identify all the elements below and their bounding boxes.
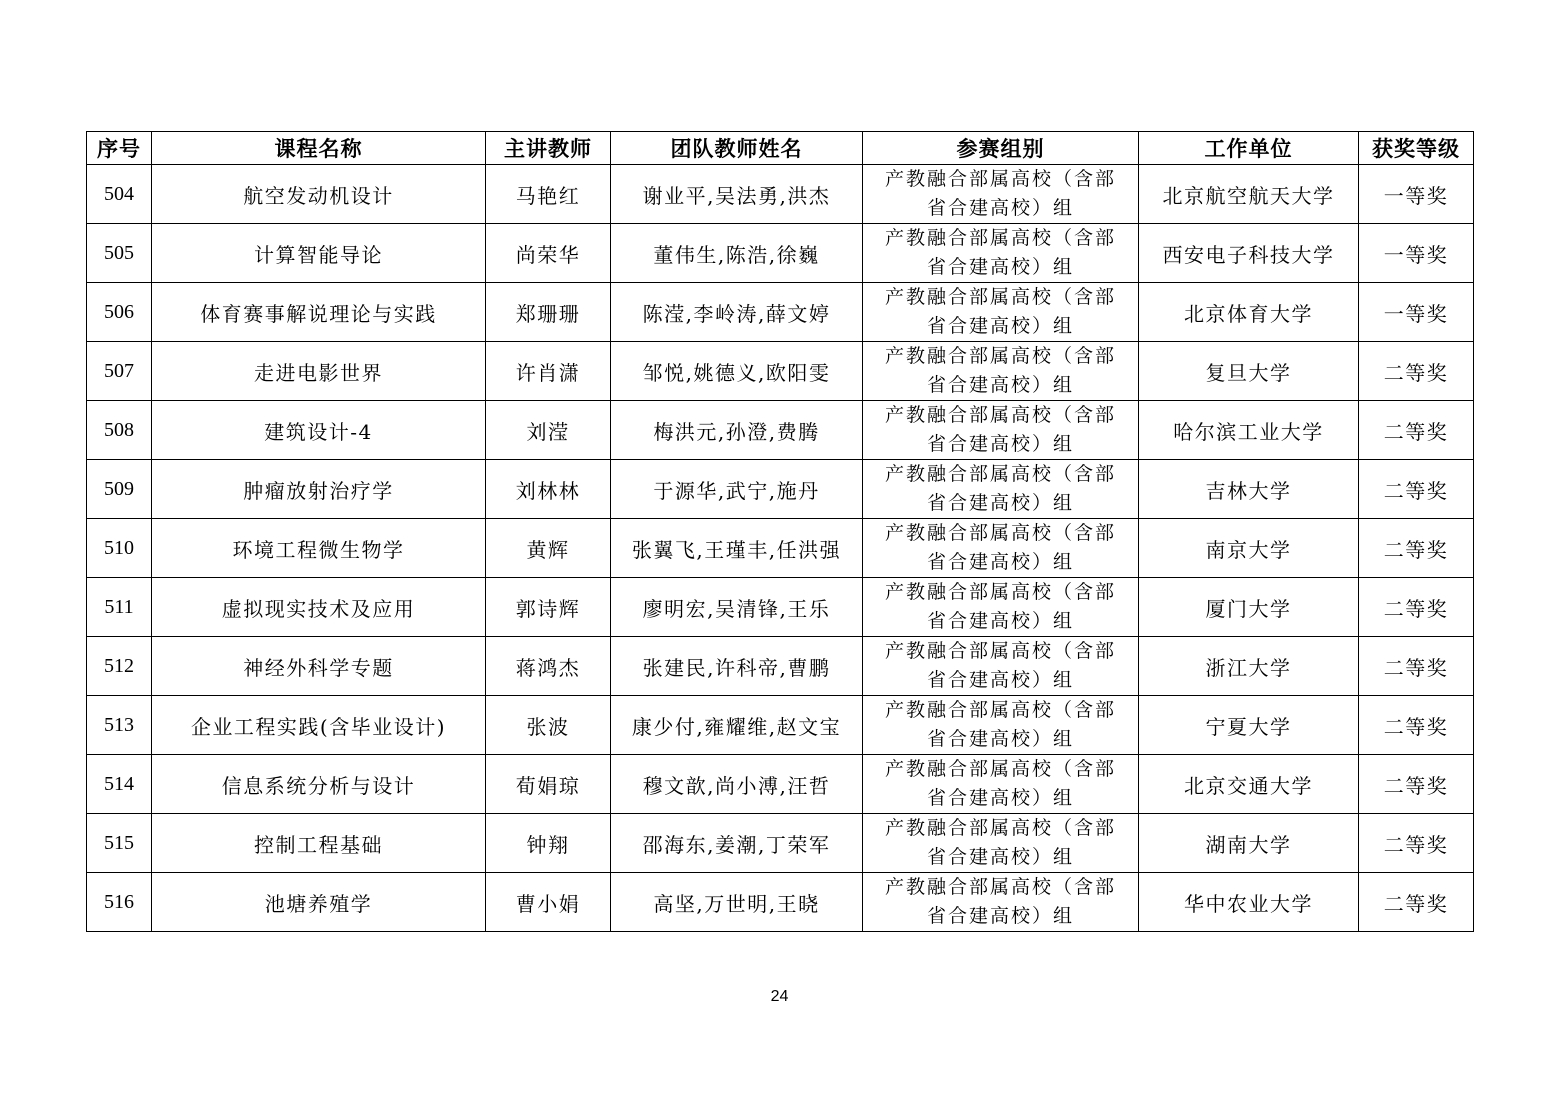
cell-group <box>863 755 1139 814</box>
header-row <box>87 132 1474 165</box>
cell-unit: 哈尔滨工业大学 <box>1139 401 1359 460</box>
cell-unit: 厦门大学 <box>1139 578 1359 637</box>
table-row <box>87 283 1474 342</box>
cell-award: 二等奖 <box>1359 460 1474 519</box>
table-row <box>87 814 1474 873</box>
header-cell-course: 课程名称 <box>152 132 486 165</box>
cell-team-teachers: 董伟生,陈浩,徐巍 <box>611 224 863 283</box>
cell-team-teachers: 张翼飞,王瑾丰,任洪强 <box>611 519 863 578</box>
group-line-2: 省合建高校）组 <box>926 610 1074 632</box>
table-row <box>87 873 1474 932</box>
cell-lead-teacher: 刘滢 <box>486 401 611 460</box>
cell-team-teachers: 康少付,雍耀维,赵文宝 <box>611 696 863 755</box>
header-cell-group: 参赛组别 <box>863 132 1139 165</box>
cell-lead-teacher: 钟翔 <box>486 814 611 873</box>
cell-award: 一等奖 <box>1359 283 1474 342</box>
group-line-2: 省合建高校）组 <box>926 905 1074 927</box>
cell-course: 体育赛事解说理论与实践 <box>152 283 486 342</box>
group-line-1: 产教融合部属高校（含部 <box>884 168 1116 190</box>
cell-course: 信息系统分析与设计 <box>152 755 486 814</box>
header-cell-lead-teacher: 主讲教师 <box>486 132 611 165</box>
cell-no: 504 <box>87 165 152 224</box>
cell-course: 建筑设计-4 <box>152 401 486 460</box>
cell-group <box>863 401 1139 460</box>
group-line-1: 产教融合部属高校（含部 <box>884 286 1116 308</box>
cell-team-teachers: 邹悦,姚德义,欧阳雯 <box>611 342 863 401</box>
cell-course: 控制工程基础 <box>152 814 486 873</box>
cell-team-teachers: 于源华,武宁,施丹 <box>611 460 863 519</box>
cell-award: 二等奖 <box>1359 814 1474 873</box>
cell-award: 二等奖 <box>1359 696 1474 755</box>
cell-group <box>863 637 1139 696</box>
group-line-1: 产教融合部属高校（含部 <box>884 522 1116 544</box>
cell-lead-teacher: 尚荣华 <box>486 224 611 283</box>
cell-unit: 吉林大学 <box>1139 460 1359 519</box>
cell-no: 511 <box>87 578 152 637</box>
cell-team-teachers: 梅洪元,孙澄,费腾 <box>611 401 863 460</box>
cell-team-teachers: 张建民,许科帝,曹鹏 <box>611 637 863 696</box>
cell-no: 513 <box>87 696 152 755</box>
table-row <box>87 578 1474 637</box>
cell-award: 二等奖 <box>1359 755 1474 814</box>
group-line-2: 省合建高校）组 <box>926 728 1074 750</box>
group-line-1: 产教融合部属高校（含部 <box>884 817 1116 839</box>
cell-unit: 南京大学 <box>1139 519 1359 578</box>
cell-team-teachers: 高坚,万世明,王晓 <box>611 873 863 932</box>
cell-no: 509 <box>87 460 152 519</box>
cell-no: 506 <box>87 283 152 342</box>
cell-group <box>863 519 1139 578</box>
cell-unit: 北京体育大学 <box>1139 283 1359 342</box>
cell-award: 一等奖 <box>1359 165 1474 224</box>
cell-lead-teacher: 马艳红 <box>486 165 611 224</box>
cell-award: 二等奖 <box>1359 342 1474 401</box>
header-cell-team-teachers: 团队教师姓名 <box>611 132 863 165</box>
cell-award: 二等奖 <box>1359 873 1474 932</box>
cell-course: 企业工程实践(含毕业设计) <box>152 696 486 755</box>
group-line-1: 产教融合部属高校（含部 <box>884 758 1116 780</box>
cell-unit: 北京交通大学 <box>1139 755 1359 814</box>
cell-course: 走进电影世界 <box>152 342 486 401</box>
cell-team-teachers: 陈滢,李岭涛,薛文婷 <box>611 283 863 342</box>
group-line-1: 产教融合部属高校（含部 <box>884 640 1116 662</box>
cell-group <box>863 224 1139 283</box>
group-line-1: 产教融合部属高校（含部 <box>884 345 1116 367</box>
header-cell-unit: 工作单位 <box>1139 132 1359 165</box>
cell-unit: 宁夏大学 <box>1139 696 1359 755</box>
cell-unit: 华中农业大学 <box>1139 873 1359 932</box>
cell-award: 二等奖 <box>1359 519 1474 578</box>
table-row <box>87 696 1474 755</box>
cell-no: 507 <box>87 342 152 401</box>
cell-group <box>863 165 1139 224</box>
cell-group <box>863 342 1139 401</box>
header-cell-no: 序号 <box>87 132 152 165</box>
cell-unit: 湖南大学 <box>1139 814 1359 873</box>
group-line-1: 产教融合部属高校（含部 <box>884 581 1116 603</box>
cell-course: 肿瘤放射治疗学 <box>152 460 486 519</box>
cell-unit: 西安电子科技大学 <box>1139 224 1359 283</box>
cell-team-teachers: 邵海东,姜潮,丁荣军 <box>611 814 863 873</box>
cell-unit: 浙江大学 <box>1139 637 1359 696</box>
group-line-1: 产教融合部属高校（含部 <box>884 404 1116 426</box>
group-line-1: 产教融合部属高校（含部 <box>884 699 1116 721</box>
cell-award: 二等奖 <box>1359 637 1474 696</box>
cell-lead-teacher: 曹小娟 <box>486 873 611 932</box>
group-line-2: 省合建高校）组 <box>926 551 1074 573</box>
cell-no: 505 <box>87 224 152 283</box>
page-number: 24 <box>770 988 789 1005</box>
cell-lead-teacher: 郑珊珊 <box>486 283 611 342</box>
cell-course: 环境工程微生物学 <box>152 519 486 578</box>
cell-award: 二等奖 <box>1359 401 1474 460</box>
cell-lead-teacher: 荀娟琼 <box>486 755 611 814</box>
group-line-1: 产教融合部属高校（含部 <box>884 227 1116 249</box>
table-row <box>87 401 1474 460</box>
cell-course: 航空发动机设计 <box>152 165 486 224</box>
cell-group <box>863 283 1139 342</box>
table-header <box>87 132 1474 165</box>
table-body <box>87 165 1474 932</box>
group-line-1: 产教融合部属高校（含部 <box>884 463 1116 485</box>
cell-lead-teacher: 郭诗辉 <box>486 578 611 637</box>
group-line-2: 省合建高校）组 <box>926 197 1074 219</box>
cell-course: 神经外科学专题 <box>152 637 486 696</box>
cell-lead-teacher: 刘林林 <box>486 460 611 519</box>
cell-no: 512 <box>87 637 152 696</box>
cell-course: 计算智能导论 <box>152 224 486 283</box>
table-row <box>87 755 1474 814</box>
group-line-2: 省合建高校）组 <box>926 433 1074 455</box>
cell-unit: 复旦大学 <box>1139 342 1359 401</box>
group-line-2: 省合建高校）组 <box>926 315 1074 337</box>
header-cell-award: 获奖等级 <box>1359 132 1474 165</box>
table-row <box>87 342 1474 401</box>
cell-no: 510 <box>87 519 152 578</box>
cell-group <box>863 460 1139 519</box>
group-line-2: 省合建高校）组 <box>926 787 1074 809</box>
group-line-2: 省合建高校）组 <box>926 846 1074 868</box>
cell-no: 508 <box>87 401 152 460</box>
table-row <box>87 224 1474 283</box>
cell-group <box>863 814 1139 873</box>
cell-lead-teacher: 蒋鸿杰 <box>486 637 611 696</box>
group-line-2: 省合建高校）组 <box>926 492 1074 514</box>
table-row <box>87 460 1474 519</box>
cell-no: 516 <box>87 873 152 932</box>
cell-no: 515 <box>87 814 152 873</box>
award-table <box>86 131 1474 932</box>
cell-no: 514 <box>87 755 152 814</box>
table-row <box>87 637 1474 696</box>
cell-group <box>863 696 1139 755</box>
cell-team-teachers: 廖明宏,吴清锋,王乐 <box>611 578 863 637</box>
cell-course: 虚拟现实技术及应用 <box>152 578 486 637</box>
group-line-2: 省合建高校）组 <box>926 374 1074 396</box>
cell-group <box>863 578 1139 637</box>
group-line-1: 产教融合部属高校（含部 <box>884 876 1116 898</box>
table-row <box>87 519 1474 578</box>
group-line-2: 省合建高校）组 <box>926 256 1074 278</box>
cell-award: 二等奖 <box>1359 578 1474 637</box>
cell-lead-teacher: 许肖潇 <box>486 342 611 401</box>
group-line-2: 省合建高校）组 <box>926 669 1074 691</box>
table-row <box>87 165 1474 224</box>
cell-lead-teacher: 黄辉 <box>486 519 611 578</box>
cell-award: 一等奖 <box>1359 224 1474 283</box>
cell-team-teachers: 穆文歆,尚小溥,汪哲 <box>611 755 863 814</box>
cell-unit: 北京航空航天大学 <box>1139 165 1359 224</box>
cell-team-teachers: 谢业平,吴法勇,洪杰 <box>611 165 863 224</box>
cell-lead-teacher: 张波 <box>486 696 611 755</box>
cell-course: 池塘养殖学 <box>152 873 486 932</box>
cell-group <box>863 873 1139 932</box>
